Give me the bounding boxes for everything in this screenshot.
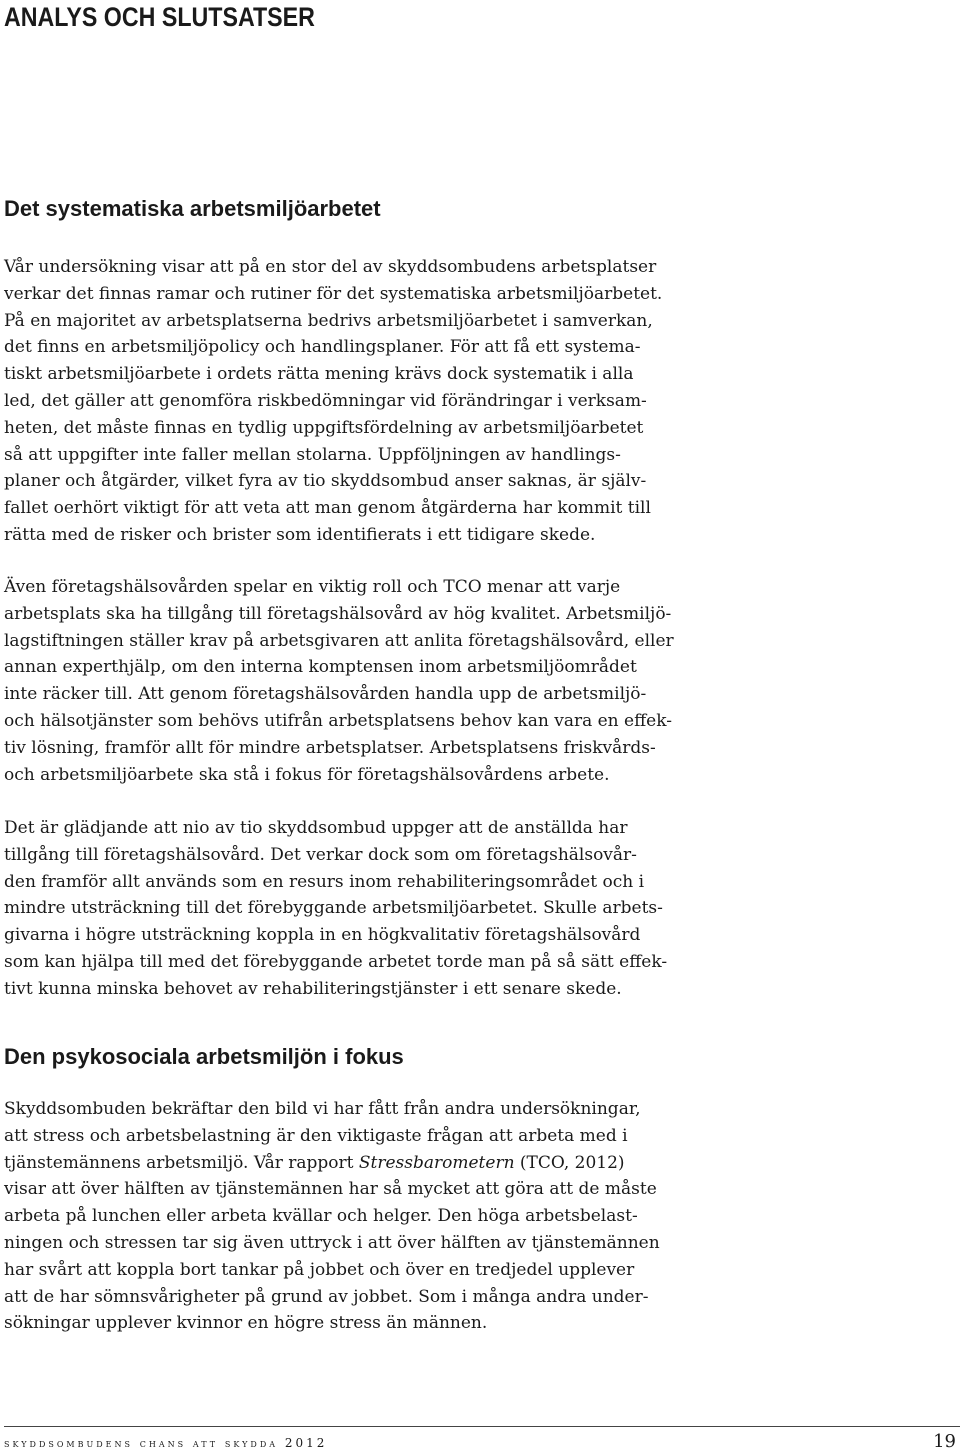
text-line: fallet oerhört viktigt för att veta att man genom åtgärderna har kommit till [4, 498, 651, 519]
page-number: 19 [933, 1431, 956, 1452]
text-line: och arbetsmiljöarbete ska stå i fokus för företagshälsovårdens arbete. [4, 764, 610, 785]
text-line: Det är glädjande att nio av tio skyddsombud uppger att de anställda har [4, 818, 628, 838]
footer-divider [4, 1426, 960, 1427]
text-line: visar att över hälften av tjänstemännen har så mycket att göra att de måste [4, 1179, 657, 1200]
text-line: att de har sömnsvårigheter på grund av jobbet. Som i många andra under- [4, 1286, 649, 1307]
text-line: sökningar upplever kvinnor en högre stress än männen. [4, 1313, 488, 1334]
text-line: att stress och arbetsbelastning är den viktigaste frågan att arbeta med i [4, 1125, 628, 1146]
text-line: arbeta på lunchen eller arbeta kvällar och helger. Den höga arbetsbelast- [4, 1206, 638, 1227]
page-title: ANALYS OCH SLUTSATSER [4, 2, 315, 32]
text-line: rätta med de risker och brister som identifierats i ett tidigare skede. [4, 524, 596, 545]
paragraph-systematic-1 [4, 254, 724, 549]
text-line: och hälsotjänster som behövs utifrån arbetsplatsens behov kan vara en effek- [4, 710, 672, 731]
text-line: givarna i högre utsträckning koppla in en högkvalitativ företagshälsovård [4, 925, 641, 946]
paragraph-systematic-3 [4, 815, 724, 1003]
text-line: det finns en arbetsmiljöpolicy och handlingsplaner. För att få ett systema- [4, 337, 641, 358]
text-line: verkar det finnas ramar och rutiner för det systematiska arbetsmiljöarbetet. [4, 283, 663, 304]
text-line: inte räcker till. Att genom företagshälsovården handla upp de arbetsmiljö- [4, 684, 647, 705]
paragraph-psychosocial [4, 1096, 724, 1337]
text-line: tivt kunna minska behovet av rehabiliteringstjänster i ett senare skede. [4, 978, 622, 999]
report-title: Stressbarometern [358, 1152, 515, 1173]
text-line: som kan hjälpa till med det förebyggande arbetet torde man på så sätt effek- [4, 951, 668, 972]
footer-running-title: skyddsombudens chans att skydda 2012 [4, 1436, 328, 1450]
section-heading-systematic: Det systematiska arbetsmiljöarbetet [4, 196, 381, 221]
text-fragment: tjänstemännens arbetsmiljö. Vår rapport [4, 1152, 359, 1173]
section-heading-psychosocial: Den psykosociala arbetsmiljön i fokus [4, 1044, 404, 1069]
text-line: heten, det måste finnas en tydlig uppgiftsfördelning av arbetsmiljöarbetet [4, 417, 644, 438]
text-line: planer och åtgärder, vilket fyra av tio skyddsombud anser saknas, är själv- [4, 471, 647, 492]
text-line: Skyddsombuden bekräftar den bild vi har fått från andra undersökningar, [4, 1099, 641, 1119]
text-line-with-citation [4, 1150, 724, 1177]
paragraph-systematic-2 [4, 574, 724, 788]
text-line: annan experthjälp, om den interna komptensen inom arbetsmiljöområdet [4, 657, 637, 678]
text-line: har svårt att koppla bort tankar på jobbet och över en tredjedel upplever [4, 1259, 635, 1280]
text-line: arbetsplats ska ha tillgång till företagshälsovård av hög kvalitet. Arbetsmiljö- [4, 603, 672, 624]
text-line: Även företagshälsovården spelar en viktig roll och TCO menar att varje [4, 577, 621, 597]
text-line: lagstiftningen ställer krav på arbetsgivaren att anlita företagshälsovård, eller [4, 630, 674, 651]
text-line: led, det gäller att genomföra riskbedömningar vid förändringar i verksam- [4, 390, 647, 411]
text-line: På en majoritet av arbetsplatserna bedrivs arbetsmiljöarbetet i samverkan, [4, 310, 653, 331]
text-line: Vår undersökning visar att på en stor del av skyddsombudens arbetsplatser [4, 257, 657, 277]
text-line: den framför allt används som en resurs inom rehabiliteringsområdet och i [4, 871, 645, 892]
text-line: mindre utsträckning till det förebyggande arbetsmiljöarbetet. Skulle arbets- [4, 898, 663, 919]
text-line: så att uppgifter inte faller mellan stolarna. Uppföljningen av handlings- [4, 444, 621, 465]
text-line: tiv lösning, framför allt för mindre arbetsplatser. Arbetsplatsens friskvårds- [4, 737, 656, 758]
text-line: tiskt arbetsmiljöarbete i ordets rätta mening krävs dock systematik i alla [4, 364, 634, 385]
text-line: ningen och stressen tar sig även uttryck i att över hälften av tjänstemännen [4, 1232, 660, 1253]
text-line: tillgång till företagshälsovård. Det verkar dock som om företagshälsovår- [4, 844, 637, 865]
text-fragment: (TCO, 2012) [514, 1152, 625, 1173]
